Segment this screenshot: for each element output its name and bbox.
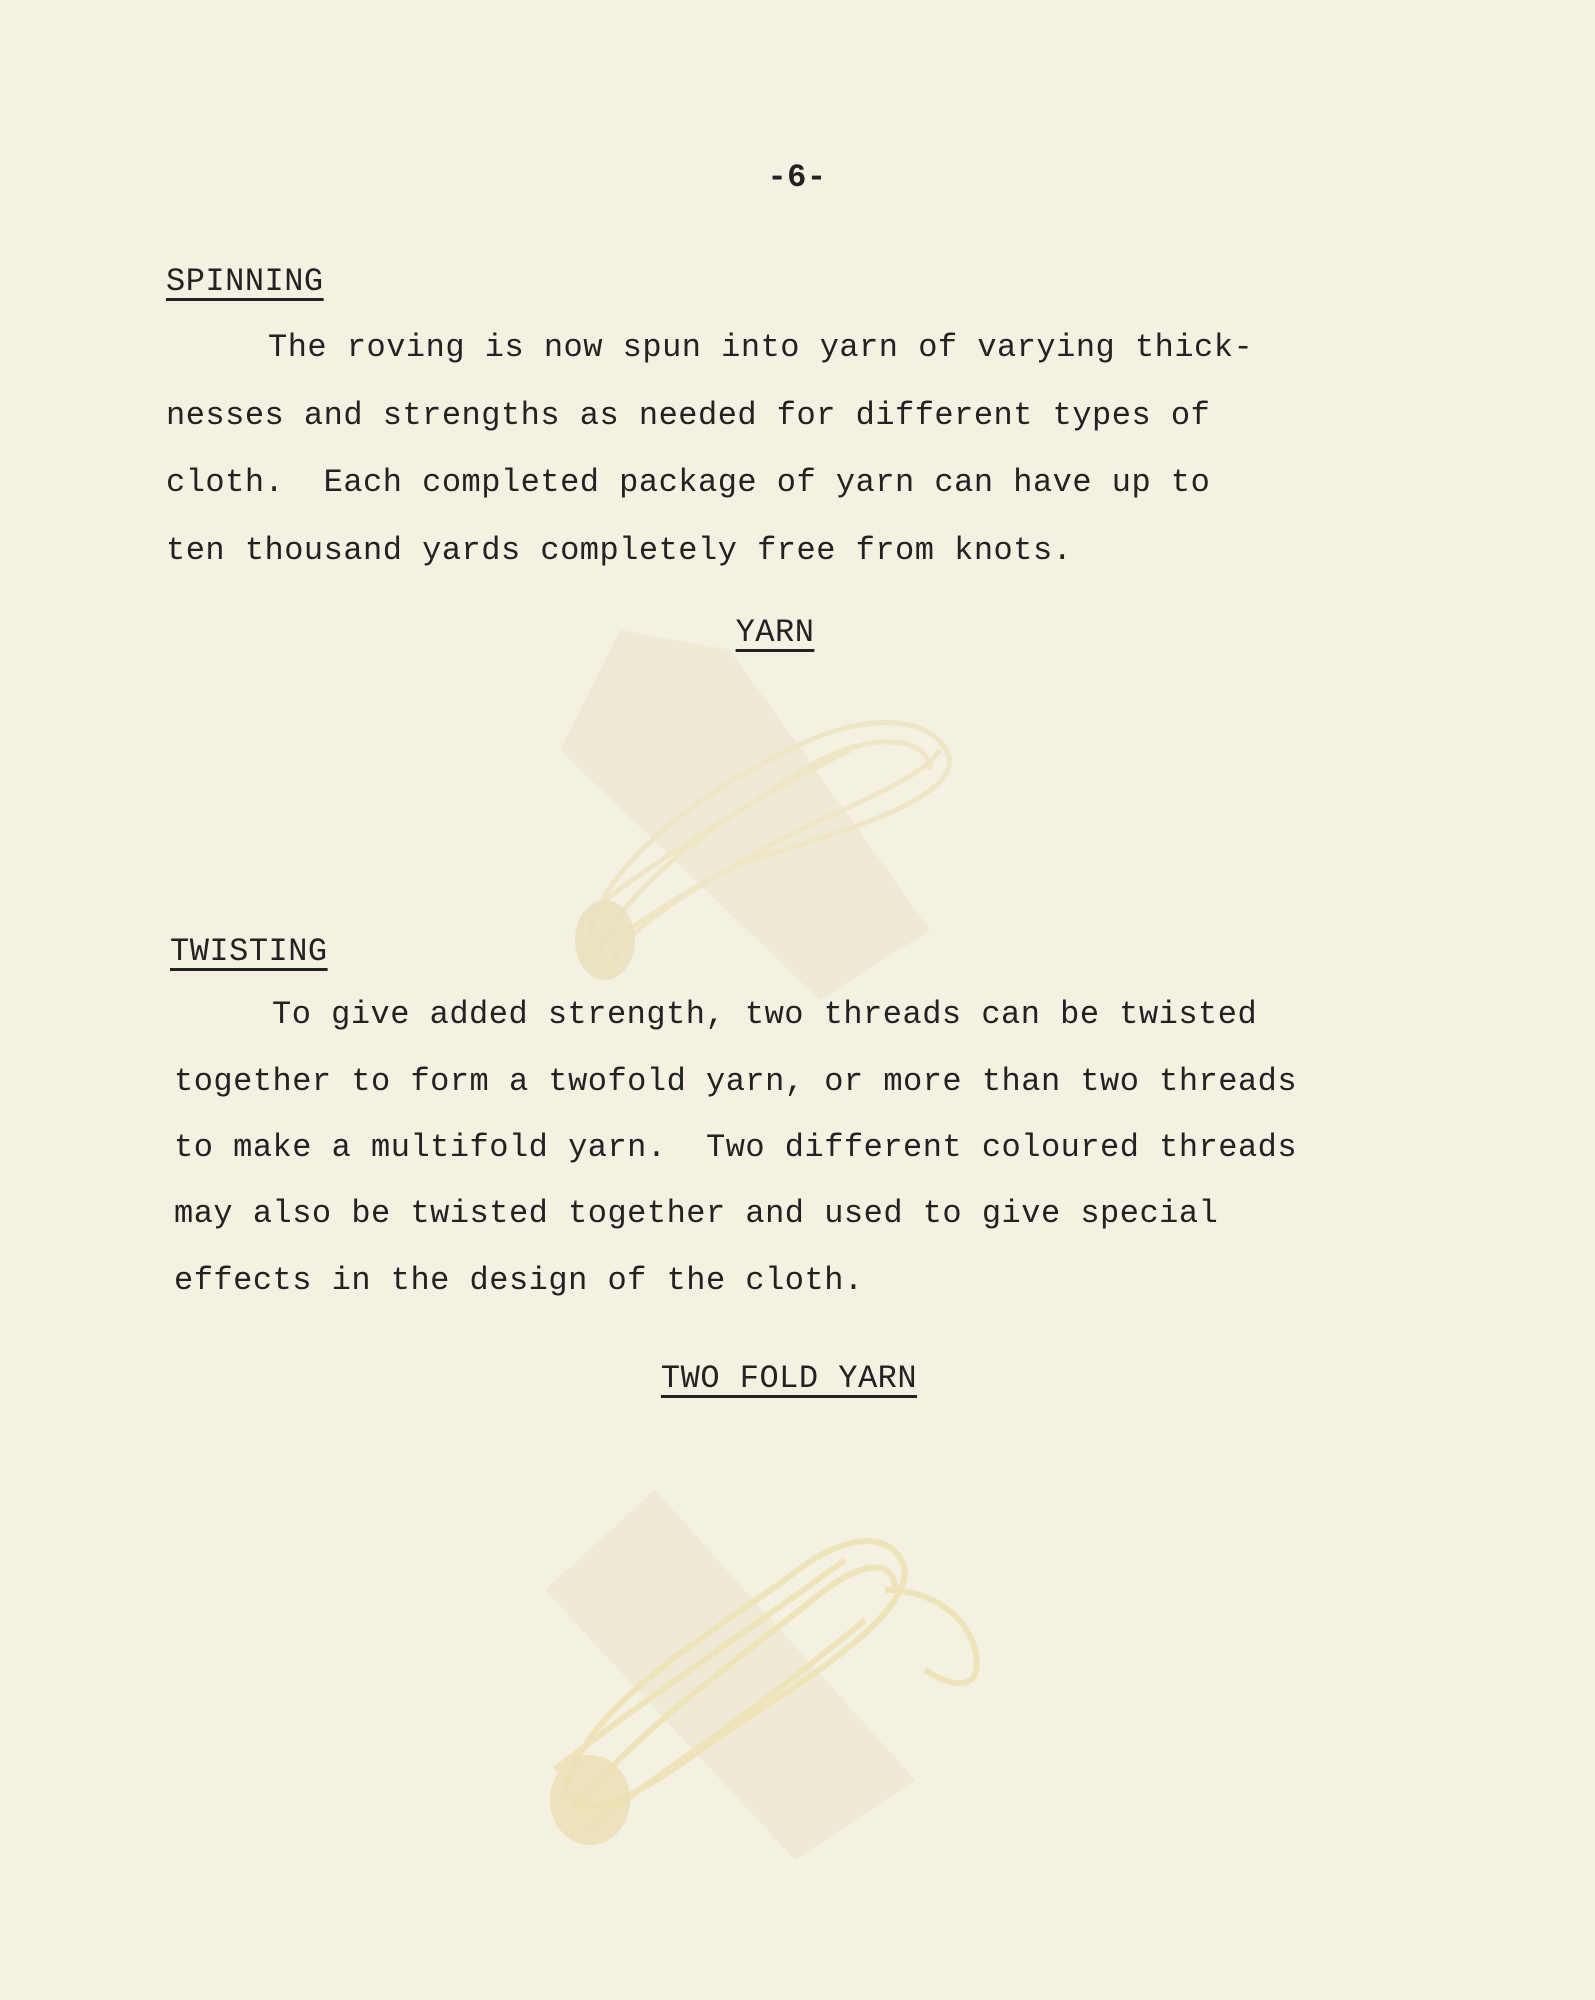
sample-caption-two-fold-yarn: TWO FOLD YARN xyxy=(660,1360,918,1397)
paragraph-line: To give added strength, two threads can be twisted xyxy=(272,996,1258,1033)
two-fold-yarn-sample-image xyxy=(545,1490,995,1875)
sample-caption-yarn: YARN xyxy=(735,614,815,651)
paragraph-line: cloth. Each completed package of yarn can have up to xyxy=(166,464,1211,501)
yarn-sample-image xyxy=(550,630,980,1020)
paragraph-line: effects in the design of the cloth. xyxy=(174,1262,864,1299)
paragraph-line: The roving is now spun into yarn of varying thick- xyxy=(268,329,1254,366)
section-heading-twisting: TWISTING xyxy=(170,933,328,970)
paragraph-line: may also be twisted together and used to give special xyxy=(174,1195,1219,1232)
paragraph-line: ten thousand yards completely free from knots. xyxy=(166,532,1073,569)
paragraph-line: together to form a twofold yarn, or more than two threads xyxy=(174,1063,1298,1100)
paragraph-line: to make a multifold yarn. Two different coloured threads xyxy=(174,1129,1298,1166)
section-heading-spinning: SPINNING xyxy=(166,263,324,300)
page-number: -6- xyxy=(767,159,827,196)
paragraph-line: nesses and strengths as needed for different types of xyxy=(166,397,1211,434)
